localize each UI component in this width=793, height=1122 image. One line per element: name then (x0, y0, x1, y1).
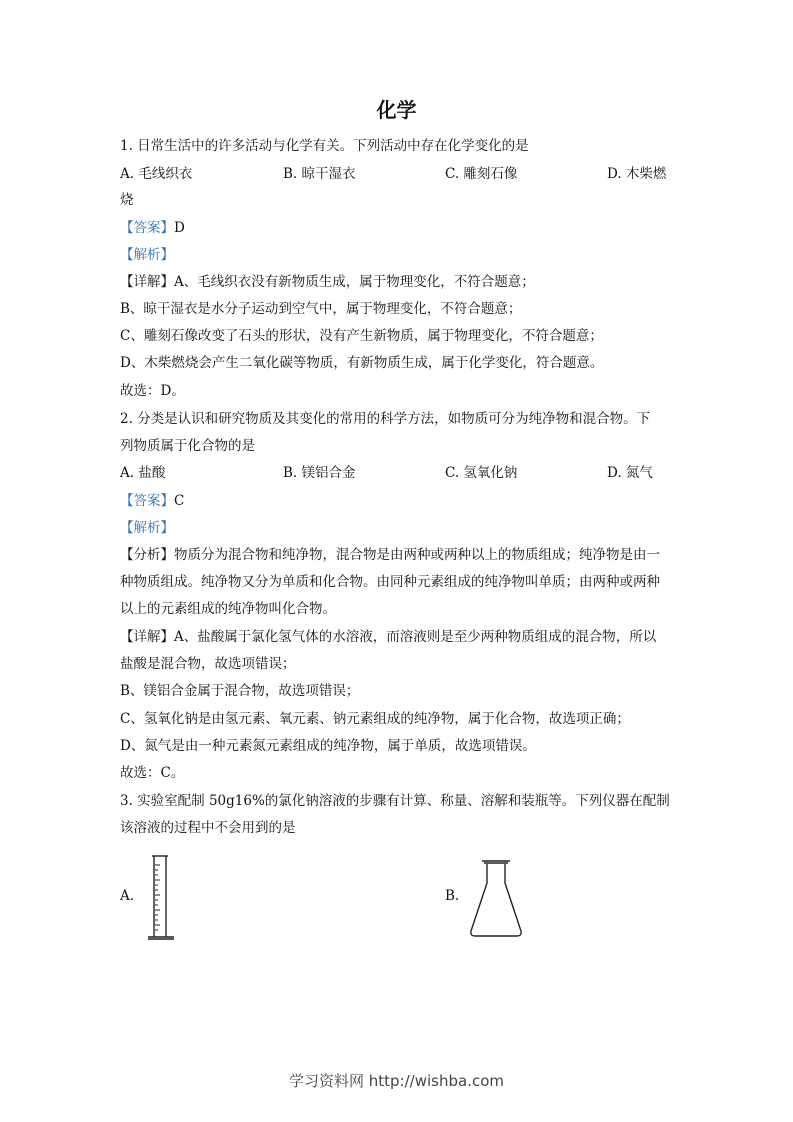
q2-detail-line: C、氢氧化钠是由氢元素、氧元素、钠元素组成的纯净物，属于化合物，故选项正确； (120, 711, 630, 727)
q2-stem-line: 列物质属于化合物的是 (120, 438, 255, 454)
q2-option-b: B. 镁铝合金 (283, 465, 356, 481)
answer-tag: 【答案】 (120, 220, 174, 236)
q2-conclusion: 故选：C。 (120, 765, 185, 781)
q3-figure-label-b: B. (445, 888, 460, 904)
q1-option-a: A. 毛线织衣 (120, 166, 193, 182)
q2-analysis-tag: 【解析】 (120, 520, 174, 536)
q2-detail-line: 【分析】物质分为混合物和纯净物，混合物是由两种或两种以上的物质组成；纯净物是由一 (120, 547, 660, 563)
q1-detail-line: C、雕刻石像改变了石头的形状，没有产生新物质，属于物理变化，不符合题意； (120, 328, 603, 344)
q2-detail-line: 【详解】A、盐酸属于氯化氢气体的水溶液，而溶液则是至少两种物质组成的混合物，所以 (120, 629, 657, 645)
q1-answer (120, 218, 185, 238)
conical-flask-icon (466, 857, 526, 941)
q2-detail-line: 盐酸是混合物，故选项错误； (120, 656, 296, 672)
q1-detail-line: D、木柴燃烧会产生二氧化碳等物质，有新物质生成，属于化学变化，符合题意。 (120, 355, 604, 371)
q1-conclusion: 故选：D。 (120, 383, 185, 399)
q2-stem-line: 2. 分类是认识和研究物质及其变化的常用的科学方法，如物质可分为纯净物和混合物。下 (120, 411, 651, 427)
q3-figure-label-a: A. (120, 888, 135, 904)
answer-tag: 【答案】 (120, 493, 174, 509)
footer-watermark: 学习资料网 http://wishba.com (289, 1072, 504, 1090)
q3-stem-line: 3. 实验室配制 50g16%的氯化钠溶液的步骤有计算、称量、溶解和装瓶等。下列仪器在配制 (120, 793, 670, 809)
q1-analysis-tag: 【解析】 (120, 247, 174, 263)
q1-option-b: B. 晾干湿衣 (283, 166, 356, 182)
q1-option-d: D. 木柴燃 (607, 166, 667, 182)
graduated-cylinder-icon (144, 853, 180, 943)
q1-detail-line: B、晾干湿衣是水分子运动到空气中，属于物理变化，不符合题意； (120, 301, 522, 317)
q2-detail-line: D、氮气是由一种元素氮元素组成的纯净物，属于单质，故选项错误。 (120, 738, 536, 754)
q2-answer (120, 491, 184, 511)
q1-option-wrap: 烧 (120, 192, 134, 208)
q2-option-a: A. 盐酸 (120, 465, 166, 481)
q1-detail-line: 【详解】A、毛线织衣没有新物质生成，属于物理变化，不符合题意； (120, 274, 535, 290)
q2-option-d: D. 氮气 (607, 465, 653, 481)
q2-detail-line: 以上的元素组成的纯净物叫化合物。 (120, 601, 336, 617)
answer-value: C (174, 493, 185, 509)
q3-stem-line: 该溶液的过程中不会用到的是 (120, 820, 296, 836)
page-title: 化学 (376, 98, 417, 122)
answer-value: D (174, 220, 185, 236)
q2-option-c: C. 氢氧化钠 (445, 465, 518, 481)
q2-detail-line: B、镁铝合金属于混合物，故选项错误； (120, 683, 360, 699)
q1-option-c: C. 雕刻石像 (445, 166, 518, 182)
q1-stem: 1. 日常生活中的许多活动与化学有关。下列活动中存在化学变化的是 (120, 138, 529, 154)
q2-detail-line: 种物质组成。纯净物又分为单质和化合物。由同种元素组成的纯净物叫单质；由两种或两种 (120, 574, 660, 590)
